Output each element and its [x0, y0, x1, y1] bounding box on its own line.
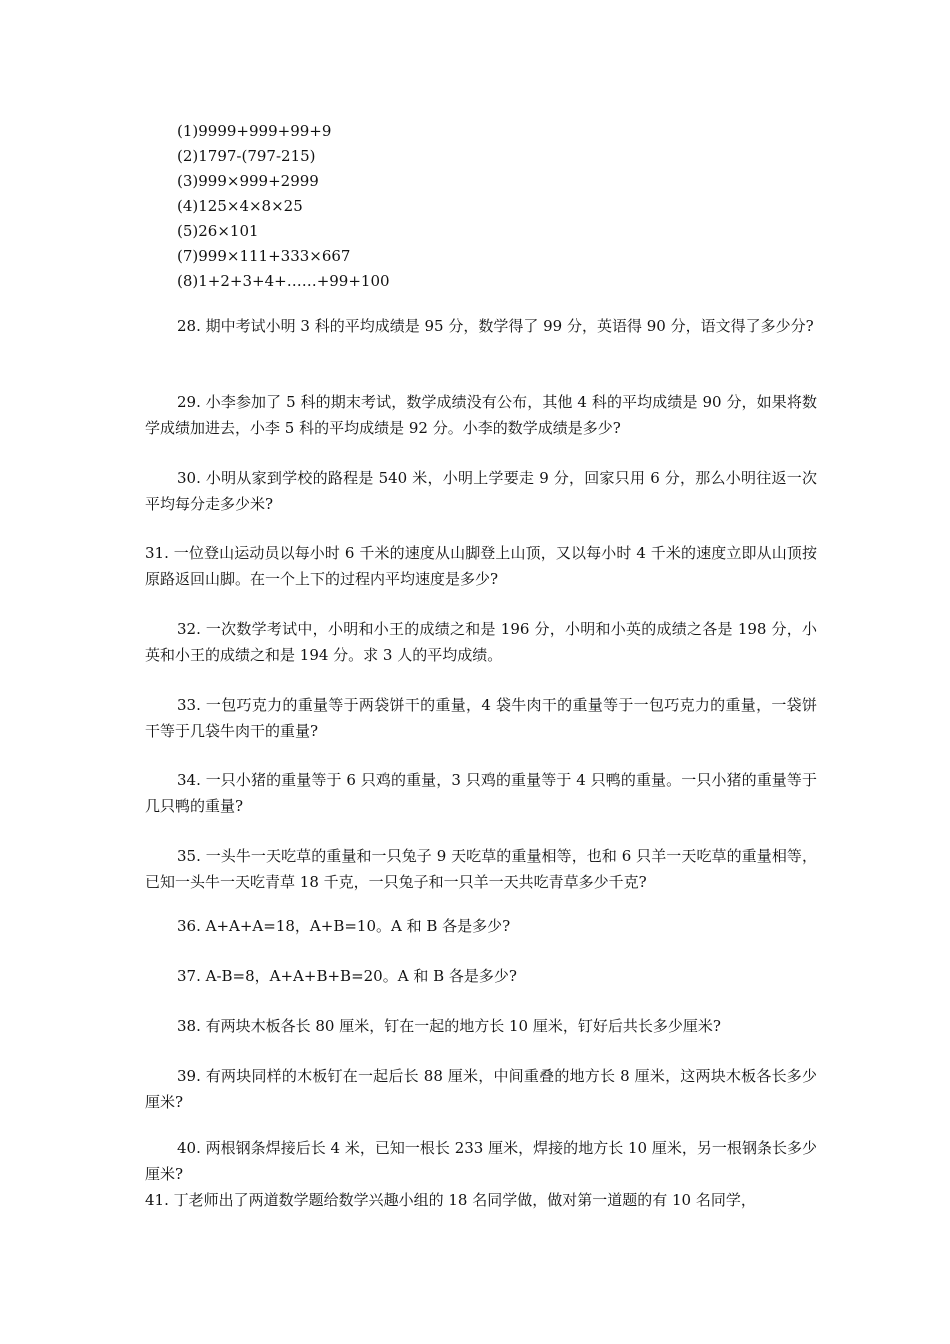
calculation-item: (8)1+2+3+4+……+99+100	[177, 272, 390, 290]
question-41: 41. 丁老师出了两道数学题给数学兴趣小组的 18 名同学做，做对第一道题的有 10 名同学，	[145, 1191, 756, 1209]
question-38: 38. 有两块木板各长 80 厘米，钉在一起的地方长 10 厘米，钉好后共长多少厘米?	[177, 1017, 721, 1035]
question-39: 39. 有两块同样的木板钉在一起后长 88 厘米，中间重叠的地方长 8 厘米，这两块木板各长多少厘米?	[145, 1067, 817, 1111]
question-33: 33. 一包巧克力的重量等于两袋饼干的重量，4 袋牛肉干的重量等于一包巧克力的重量，一袋饼干等于几袋牛肉干的重量?	[145, 696, 817, 740]
question-28: 28. 期中考试小明 3 科的平均成绩是 95 分，数学得了 99 分，英语得 90 分，语文得了多少分?	[177, 317, 814, 335]
question-30: 30. 小明从家到学校的路程是 540 米，小明上学要走 9 分，回家只用 6 分，那么小明往返一次平均每分走多少米?	[145, 469, 817, 513]
question-29: 29. 小李参加了 5 科的期末考试，数学成绩没有公布，其他 4 科的平均成绩是 90 分，如果将数学成绩加进去，小李 5 科的平均成绩是 92 分。小李的数学成绩是多少?	[145, 393, 817, 437]
calculation-item: (4)125×4×8×25	[177, 197, 303, 215]
question-36: 36. A+A+A=18，A+B=10。A 和 B 各是多少?	[177, 917, 511, 935]
calculation-item: (7)999×111+333×667	[177, 247, 351, 265]
calculation-item: (1)9999+999+99+9	[177, 122, 332, 140]
question-35: 35. 一头牛一天吃草的重量和一只兔子 9 天吃草的重量相等，也和 6 只羊一天吃草的重量相等，已知一头牛一天吃青草 18 千克，一只兔子和一只羊一天共吃青草多少千克?	[145, 847, 817, 891]
calculation-item: (5)26×101	[177, 222, 259, 240]
question-31: 31. 一位登山运动员以每小时 6 千米的速度从山脚登上山顶，又以每小时 4 千米的速度立即从山顶按原路返回山脚。在一个上下的过程内平均速度是多少?	[145, 544, 817, 588]
question-34: 34. 一只小猪的重量等于 6 只鸡的重量，3 只鸡的重量等于 4 只鸭的重量。一只小猪的重量等于几只鸭的重量?	[145, 771, 817, 815]
calculation-item: (3)999×999+2999	[177, 172, 319, 190]
question-32: 32. 一次数学考试中，小明和小王的成绩之和是 196 分，小明和小英的成绩之各是 198 分，小英和小王的成绩之和是 194 分。求 3 人的平均成绩。	[145, 620, 817, 664]
calculation-list	[177, 119, 390, 294]
calculation-item: (2)1797-(797-215)	[177, 147, 316, 165]
question-37: 37. A-B=8，A+A+B+B=20。A 和 B 各是多少?	[177, 967, 517, 985]
question-40: 40. 两根钢条焊接后长 4 米，已知一根长 233 厘米，焊接的地方长 10 厘米，另一根钢条长多少厘米?	[145, 1139, 817, 1183]
